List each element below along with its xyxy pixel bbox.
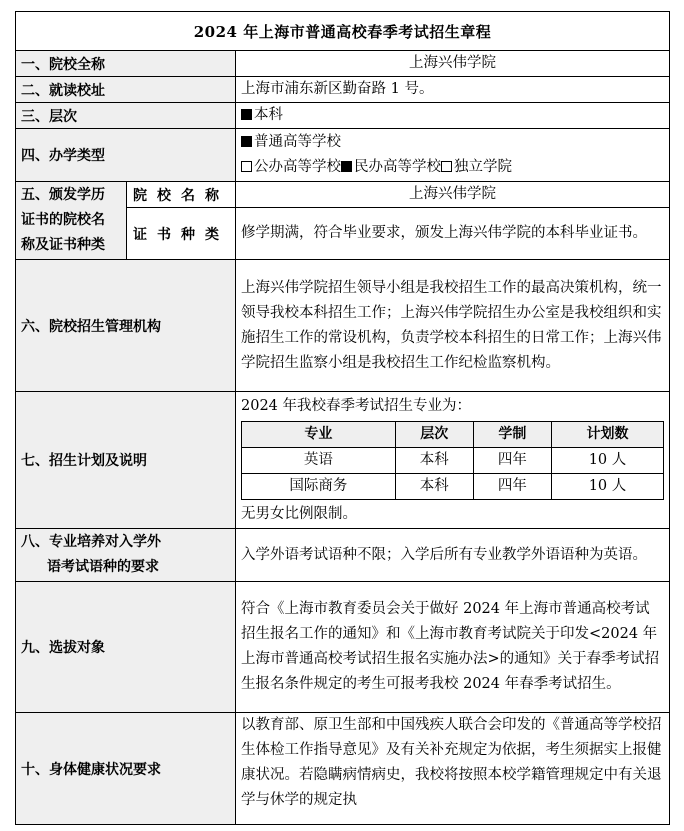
- level-cell: 本科: [395, 447, 473, 473]
- language-label: [16, 529, 236, 582]
- checked-box-icon: [241, 136, 252, 147]
- general-school-text: 普通高等学校: [254, 134, 341, 150]
- selection-value: 符合《上海市教育委员会关于做好 2024 年上海市普通高校考试招生报名工作的通知》和《上海市教育考试院关于印发<2024 年上海市普通高校考试招生报名实施办法>的通知》关于春季考试招生报名条件规定的考生可报考我校 2024 年春季考试招生。: [236, 582, 670, 713]
- duration-cell: 四年: [473, 447, 551, 473]
- plan-table: [241, 421, 664, 500]
- document-title: 2024 年上海市普通高校春季考试招生章程: [16, 12, 670, 51]
- checked-box-icon: [241, 109, 252, 120]
- school-type-line1: [241, 130, 664, 155]
- school-name-label: 一、院校全称: [16, 51, 236, 77]
- table-row: [242, 473, 664, 499]
- health-value: 以教育部、原卫生部和中国残疾人联合会印发的《普通高等学校招生体检工作指导意见》及有关补充规定为依据，考生须据实上报健康状况。若隐瞒病情病史，我校将按照本校学籍管理规定中有关退学与休学的规定执: [236, 713, 670, 825]
- admission-charter-table: [15, 11, 670, 825]
- header-level: 层次: [395, 421, 473, 447]
- quota-cell: 10 人: [551, 447, 663, 473]
- header-quota: 计划数: [551, 421, 663, 447]
- independent-school-text: 独立学院: [454, 159, 512, 175]
- public-school-text: 公办高等学校: [254, 159, 341, 175]
- school-name-sublabel: 院校名称: [127, 182, 236, 208]
- address-value: 上海市浦东新区勤奋路 1 号。: [236, 77, 670, 103]
- language-label-line1: 八、专业培养对入学外: [21, 534, 161, 550]
- level-cell: 本科: [395, 473, 473, 499]
- certificate-label: [16, 182, 127, 260]
- duration-cell: 四年: [473, 473, 551, 499]
- management-value: 上海兴伟学院招生领导小组是我校招生工作的最高决策机构，统一领导我校本科招生工作；上海兴伟学院招生办公室是我校组织和实施招生工作的常设机构，负责学校本科招生的日常工作；上海兴伟学院招生监察小组是我校招生工作纪检监察机构。: [236, 260, 670, 392]
- school-type-value: [236, 129, 670, 182]
- level-label: 三、层次: [16, 103, 236, 129]
- management-label: 六、院校招生管理机构: [16, 260, 236, 392]
- quota-cell: 10 人: [551, 473, 663, 499]
- level-value: [236, 103, 670, 129]
- selection-label: 九、选拔对象: [16, 582, 236, 713]
- school-name-value: 上海兴伟学院: [236, 51, 670, 77]
- plan-note: 无男女比例限制。: [241, 505, 357, 522]
- plan-table-header: [242, 421, 664, 447]
- certificate-label-line1: 五、颁发学历: [21, 187, 105, 203]
- certificate-label-line3: 称及证书种类: [21, 237, 105, 253]
- address-label: 二、就读校址: [16, 77, 236, 103]
- health-label: 十、身体健康状况要求: [16, 713, 236, 825]
- plan-intro: 2024 年我校春季考试招生专业为：: [241, 397, 472, 414]
- checked-box-icon: [341, 161, 352, 172]
- table-row: [242, 447, 664, 473]
- unchecked-box-icon: [441, 161, 452, 172]
- language-value: 入学外语考试语种不限；入学后所有专业教学外语语种为英语。: [236, 529, 670, 582]
- certificate-school-name: 上海兴伟学院: [236, 182, 670, 208]
- header-duration: 学制: [473, 421, 551, 447]
- school-type-label: 四、办学类型: [16, 129, 236, 182]
- private-school-text: 民办高等学校: [354, 159, 441, 175]
- major-cell: 国际商务: [242, 473, 396, 499]
- major-cell: 英语: [242, 447, 396, 473]
- language-label-line2: 语考试语种的要求: [47, 559, 159, 575]
- header-major: 专业: [242, 421, 396, 447]
- school-type-line2: [241, 155, 664, 180]
- unchecked-box-icon: [241, 161, 252, 172]
- certificate-type-sublabel: 证书种类: [127, 208, 236, 260]
- certificate-type-value: 修学期满，符合毕业要求，颁发上海兴伟学院的本科毕业证书。: [236, 208, 670, 260]
- plan-label: 七、招生计划及说明: [16, 392, 236, 529]
- level-text: 本科: [254, 107, 283, 123]
- plan-cell: [236, 392, 670, 529]
- certificate-label-line2: 证书的院校名: [21, 212, 105, 228]
